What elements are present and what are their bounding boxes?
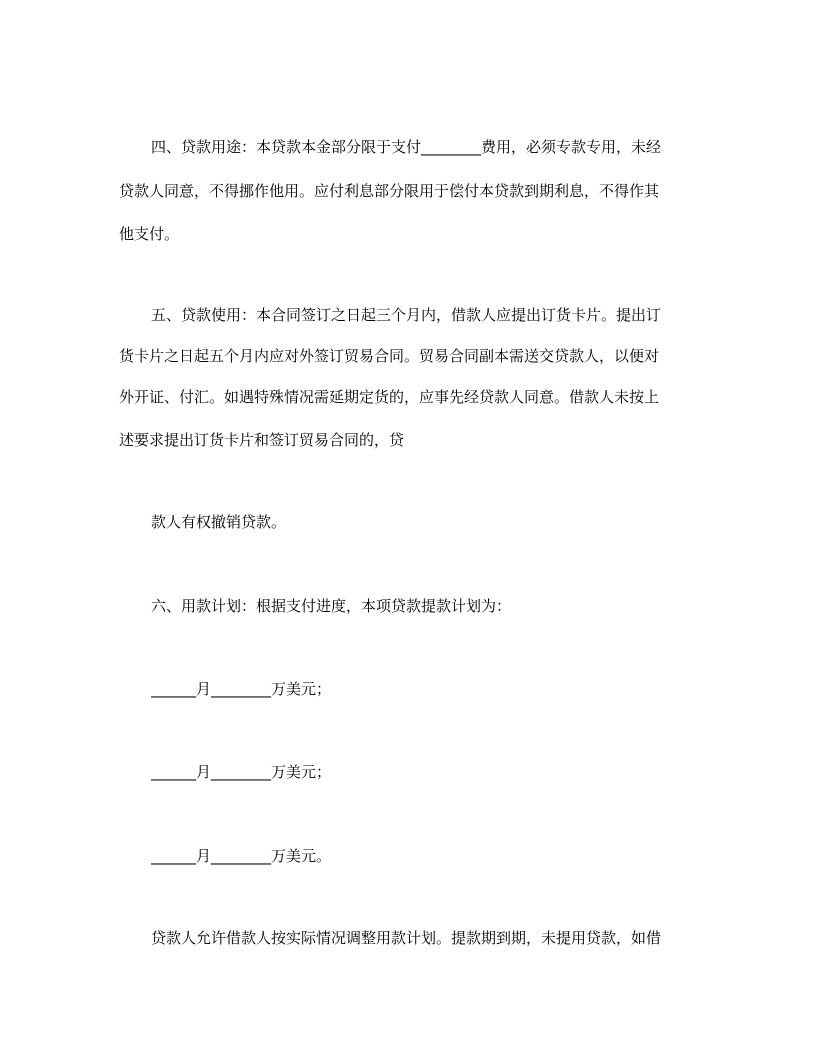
section-seven-line-1: 贷款人允许借款人按实际情况调整用款计划。提款期到期，未提用贷款，如借	[151, 929, 662, 947]
plan-item-3: ______月________万美元。	[151, 847, 332, 865]
section-four-line-2: 贷款人同意，不得挪作他用。应付利息部分限用于偿付本贷款到期利息，不得作其	[119, 182, 660, 200]
section-five-line-2: 货卡片之日起五个月内应对外签订贸易合同。贸易合同副本需送交贷款人，以便对	[119, 347, 660, 365]
section-five-line-4: 述要求提出订货卡片和签订贸易合同的，贷	[119, 431, 405, 449]
section-four-line-3: 他支付。	[119, 225, 180, 243]
section-five-line-1: 五、贷款使用：本合同签订之日起三个月内，借款人应提出订货卡片。提出订	[151, 306, 662, 324]
plan-item-1: ______月________万美元；	[151, 680, 332, 698]
section-six-line-1: 六、用款计划：根据支付进度，本项贷款提款计划为：	[151, 597, 512, 615]
plan-item-2: ______月________万美元；	[151, 763, 332, 781]
section-five-line-5: 款人有权撤销贷款。	[151, 513, 287, 531]
section-four-line-1: 四、贷款用途：本贷款本金部分限于支付________费用，必须专款专用，未经	[151, 138, 662, 156]
section-five-line-3: 外开证、付汇。如遇特殊情况需延期定货的，应事先经贷款人同意。借款人未按上	[119, 388, 660, 406]
